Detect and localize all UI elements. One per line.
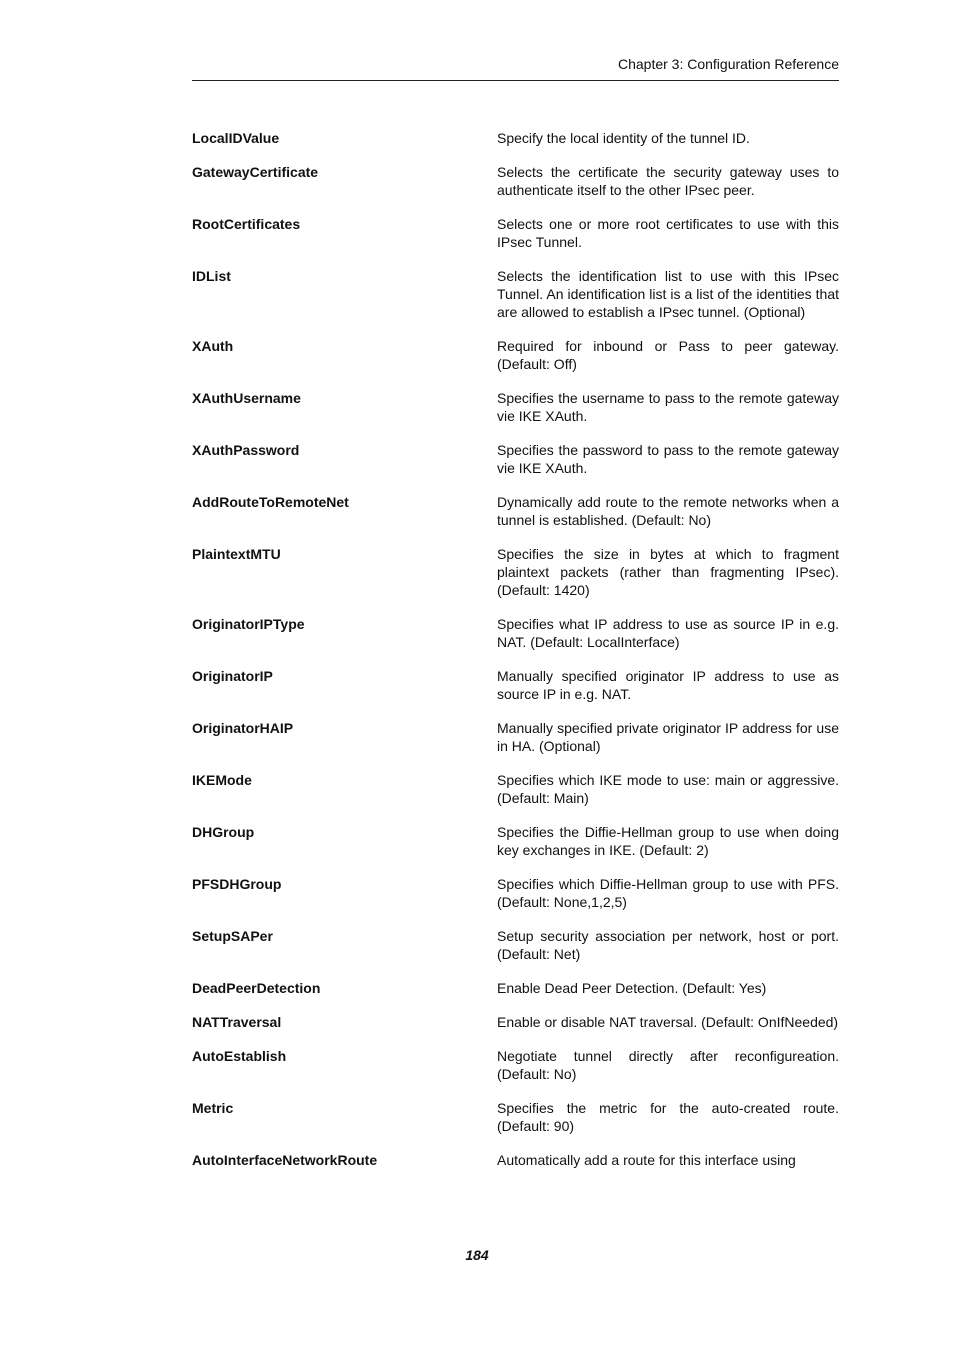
parameter-description: Specifies the username to pass to the remote gateway vie IKE XAuth.: [497, 390, 839, 424]
parameter-description: Required for inbound or Pass to peer gateway. (Default: Off): [497, 338, 839, 372]
parameter-name: XAuthUsername: [192, 390, 301, 406]
parameter-description: Automatically add a route for this interface using: [497, 1152, 796, 1168]
parameter-row: [192, 1099, 839, 1135]
parameter-row: [192, 441, 839, 477]
parameter-row: [192, 129, 839, 147]
parameter-description: Specify the local identity of the tunnel ID.: [497, 130, 750, 146]
parameter-description: Selects one or more root certificates to use with this IPsec Tunnel.: [497, 216, 839, 250]
parameter-row: [192, 545, 839, 599]
parameter-row: [192, 875, 839, 911]
parameter-row: [192, 267, 839, 321]
parameter-row: [192, 927, 839, 963]
parameter-row: [192, 493, 839, 529]
parameter-row: [192, 163, 839, 199]
parameter-row: [192, 1047, 839, 1083]
parameter-name: IDList: [192, 268, 231, 284]
parameter-name: DHGroup: [192, 824, 255, 840]
parameter-name: OriginatorIP: [192, 668, 273, 684]
parameter-description: Manually specified originator IP address to use as source IP in e.g. NAT.: [497, 668, 839, 702]
parameter-description: Enable Dead Peer Detection. (Default: Yes): [497, 980, 767, 996]
parameter-name: IKEMode: [192, 772, 252, 788]
parameter-row: [192, 337, 839, 373]
parameter-name: LocalIDValue: [192, 130, 280, 146]
parameter-description: Manually specified private originator IP address for use in HA. (Optional): [497, 720, 839, 754]
parameter-name: AutoInterfaceNetworkRoute: [192, 1152, 378, 1168]
parameter-description: Specifies the size in bytes at which to fragment plaintext packets (rather than fragmenting IPsec). (Default: 1420): [497, 546, 839, 598]
page-header: [192, 54, 839, 81]
parameter-name: GatewayCertificate: [192, 164, 319, 180]
parameter-name: AddRouteToRemoteNet: [192, 494, 349, 510]
parameter-name: OriginatorHAIP: [192, 720, 294, 736]
parameter-description: Specifies what IP address to use as source IP in e.g. NAT. (Default: LocalInterface): [497, 616, 839, 650]
parameter-name: RootCertificates: [192, 216, 301, 232]
parameter-row: [192, 389, 839, 425]
parameter-description: Selects the certificate the security gateway uses to authenticate itself to the other IPsec peer.: [497, 164, 839, 198]
parameter-row: [192, 979, 839, 997]
parameter-description: Specifies the metric for the auto-created route. (Default: 90): [497, 1100, 839, 1134]
parameter-name: NATTraversal: [192, 1014, 282, 1030]
parameter-description: Negotiate tunnel directly after reconfigureation. (Default: No): [497, 1048, 839, 1082]
parameter-row: [192, 719, 839, 755]
parameter-row: [192, 1013, 839, 1031]
parameter-name: DeadPeerDetection: [192, 980, 321, 996]
chapter-title: Chapter 3: Configuration Reference: [617, 56, 839, 72]
parameter-name: PFSDHGroup: [192, 876, 282, 892]
parameter-row: [192, 215, 839, 251]
parameter-row: [192, 1151, 839, 1169]
parameter-description: Selects the identification list to use with this IPsec Tunnel. An identification list is a list of the identities that are allowed to establish a IPsec tunnel. (Optional): [497, 268, 839, 320]
parameter-description: Specifies which IKE mode to use: main or aggressive. (Default: Main): [497, 772, 839, 806]
parameter-list: [192, 129, 839, 1185]
parameter-description: Setup security association per network, host or port. (Default: Net): [497, 928, 839, 962]
parameter-description: Enable or disable NAT traversal. (Default: OnIfNeeded): [497, 1014, 839, 1030]
parameter-description: Specifies the password to pass to the remote gateway vie IKE XAuth.: [497, 442, 839, 476]
parameter-name: AutoEstablish: [192, 1048, 287, 1064]
parameter-name: Metric: [192, 1100, 234, 1116]
parameter-description: Specifies the Diffie-Hellman group to use when doing key exchanges in IKE. (Default: 2): [497, 824, 839, 858]
parameter-name: XAuth: [192, 338, 234, 354]
parameter-row: [192, 771, 839, 807]
parameter-description: Dynamically add route to the remote networks when a tunnel is established. (Default: No): [497, 494, 839, 528]
parameter-description: Specifies which Diffie-Hellman group to use with PFS. (Default: None,1,2,5): [497, 876, 839, 910]
page-number: 184: [465, 1247, 489, 1263]
parameter-name: XAuthPassword: [192, 442, 300, 458]
parameter-row: [192, 667, 839, 703]
parameter-row: [192, 615, 839, 651]
parameter-name: PlaintextMTU: [192, 546, 281, 562]
parameter-name: SetupSAPer: [192, 928, 273, 944]
parameter-name: OriginatorIPType: [192, 616, 305, 632]
parameter-row: [192, 823, 839, 859]
